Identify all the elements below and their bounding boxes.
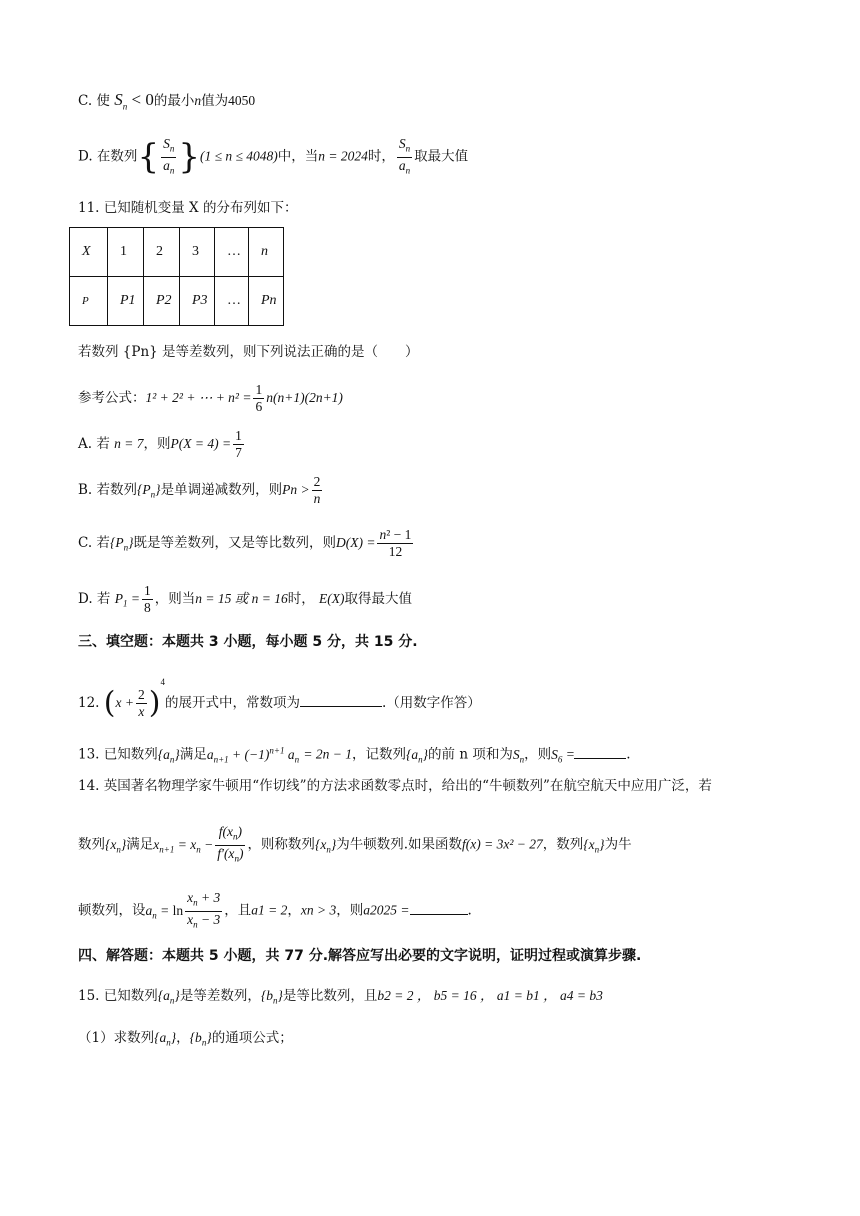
q11-formula: 参考公式：1² + 2² + ⋯ + n² = $\frac{1}{6}$ n(n+1)(2n+1) <box>78 382 343 414</box>
q14-line-2: 数列$\{x_n\}$满足$x_{n+1} = x_n$ − $\frac{f(x_n)}{f'(x_n)}$ ，则称数列$\{x_n\}$为牛顿数列.如果函数f(x) = 3x² − 27，数列$\{x_n\}$为牛 <box>78 824 632 864</box>
table-cell: … <box>215 277 249 326</box>
q11-condition: 若数列 {Pn} 是等差数列，则下列说法正确的是（ ） <box>78 344 419 360</box>
section-4-heading: 四、解答题：本题共 5 小题，共 77 分.解答应写出必要的文字说明，证明过程或演算步骤. <box>78 948 642 964</box>
table-cell: X <box>70 228 108 277</box>
table-cell: P2 <box>144 277 180 326</box>
distribution-table <box>69 227 284 326</box>
q11-option-a: A. 若 n = 7，则P(X = 4) = $\frac{1}{7}$ <box>78 428 242 460</box>
q11-option-c: C. 若$\{P_n\}$既是等差数列，又是等比数列，则D(X) = $\frac{\text{n² − 1}}{12}$ <box>78 527 412 559</box>
section-3-heading: 三、填空题：本题共 3 小题，每小题 5 分，共 15 分. <box>78 634 418 650</box>
table-row <box>70 277 284 326</box>
table-cell: Pn <box>249 277 284 326</box>
table-cell: … <box>215 228 249 277</box>
q10-option-d: D. 在数列{ $\frac{S_n}{a_n}$ }(1 ≤ n ≤ 4048)中，当n = 2024时， $\frac{S_n}{a_n}$ 取最大值 <box>78 136 469 178</box>
q11-stem: 11. 已知随机变量 X 的分布列如下： <box>78 200 298 216</box>
q14-line-1: 14. 英国著名物理学家牛顿用“作切线”的方法求函数零点时，给出的“牛顿数列”在航空航天中应用广泛，若 <box>78 778 712 794</box>
q15-part-1: （1）求数列$\{a_n\}$，$\{b_n\}$的通项公式； <box>78 1030 293 1048</box>
q10-option-c: C. 使 $S_n < 0$的最小n值为4050 <box>78 90 256 112</box>
table-cell: 2 <box>144 228 180 277</box>
q12: 12. (x + $\frac{2}{x}$ )$^4$的展开式中，常数项为 .（用数字作答） <box>78 677 481 721</box>
q14-line-3: 顿数列，设$a_n = \ln$ $\frac{x_n + 3}{x_n - 3}$ ，且a1 = 2，xn > 3，则a2025 = . <box>78 890 472 930</box>
table-cell: 1 <box>108 228 144 277</box>
table-cell: 3 <box>180 228 215 277</box>
q11-option-b: B. 若数列$\{P_n\}$是单调递减数列，则Pn > $\frac{2}{n}$ <box>78 474 321 506</box>
table-cell: n <box>249 228 284 277</box>
q11-option-d: D. 若 $P_1$ = $\frac{1}{8}$ ，则当n = 15 或 n = 16时， E(X)取得最大值 <box>78 583 412 615</box>
table-cell: P <box>70 277 108 326</box>
q13: 13. 已知数列$\{a_n\}$满足$a_{n+1} + (-1)^{n+1}$ $a_n = 2n - 1$，记数列$\{a_n\}$的前 n 项和为$S_n$，则$S_6$ = . <box>78 745 631 765</box>
table-cell: P3 <box>180 277 215 326</box>
table-cell: P1 <box>108 277 144 326</box>
q15-stem: 15. 已知数列$\{a_n\}$是等差数列，$\{b_n\}$是等比数列，且b2 = 2 ， b5 = 16 ， a1 = b1 ， a4 = b3 <box>78 988 603 1006</box>
table-row <box>70 228 284 277</box>
